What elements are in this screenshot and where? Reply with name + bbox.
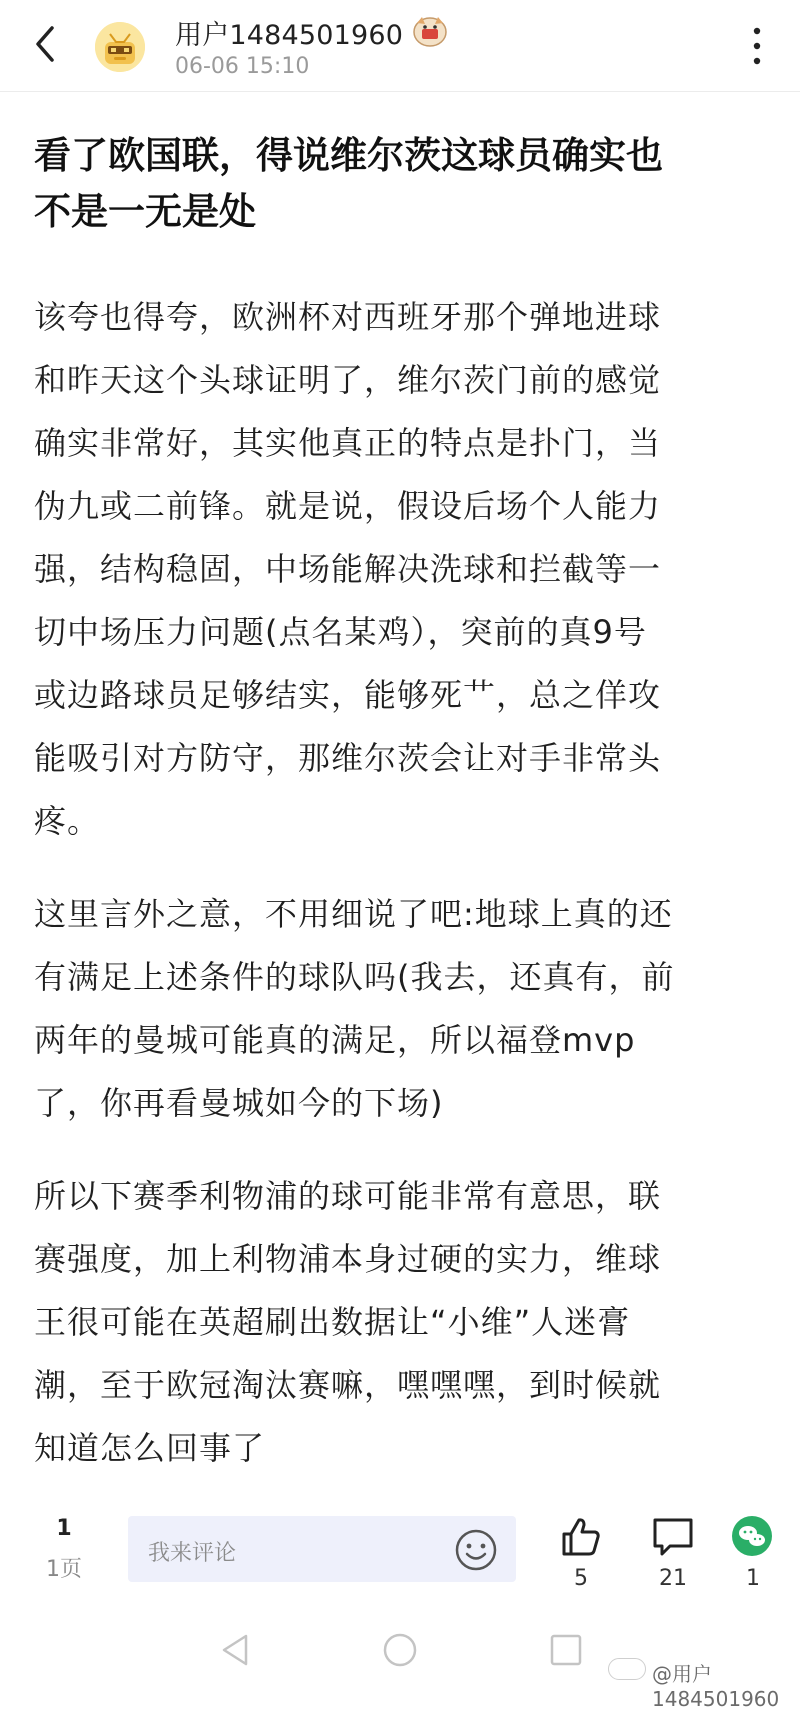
more-icon[interactable] [745,22,769,70]
nav-home-icon[interactable] [382,1632,418,1668]
text-line: 和昨天这个头球证明了，维尔茨门前的感觉 [34,361,662,399]
nav-recent-icon[interactable] [548,1632,584,1668]
thumbs-up-icon [558,1514,604,1560]
text-line: 切中场压力问题(点名某鸡），突前的真9号 [34,613,647,651]
post-title [34,128,774,240]
comment-input[interactable] [128,1516,516,1582]
post-paragraph-3 [34,1165,774,1480]
system-nav-bar [0,1610,800,1711]
user-badge-icon [411,13,449,49]
post-paragraph-1 [34,286,774,853]
post-paragraph-2 [34,883,774,1135]
comment-placeholder: 我来评论 [148,1541,237,1566]
text-line: 有满足上述条件的球队吗(我去，还真有，前 [34,958,675,996]
like-button[interactable] [546,1514,616,1596]
comment-icon [650,1514,696,1560]
back-icon[interactable] [26,20,66,68]
text-line: 这里言外之意，不用细说了吧:地球上真的还 [34,895,673,933]
top-bar [0,0,800,92]
text-line: 伪九或二前锋。就是说，假设后场个人能力 [34,487,662,525]
avatar[interactable] [95,22,145,72]
text-line: 赛强度，加上利物浦本身过硬的实力，维球 [34,1240,662,1278]
comment-button[interactable] [638,1514,708,1596]
username[interactable]: 用户1484501960 [175,20,404,51]
page-number[interactable]: 1 [56,1516,72,1541]
share-count: 1 [746,1566,760,1591]
emoji-icon[interactable] [452,1526,500,1574]
text-line: 疼。 [34,802,101,840]
wechat-share-button[interactable] [718,1514,788,1596]
post-time: 06-06 15:10 [175,54,310,79]
comment-count: 21 [659,1566,687,1591]
text-line: 王很可能在英超刷出数据让“小维”人迷膏 [34,1303,631,1341]
text-line: 能吸引对方防守，那维尔茨会让对手非常头 [34,739,662,777]
text-line: 该夸也得夸，欧洲杯对西班牙那个弹地进球 [34,298,662,336]
wechat-icon [730,1514,776,1560]
nav-back-icon[interactable] [218,1632,254,1668]
title-line: 看了欧国联，得说维尔茨这球员确实也 [34,134,663,177]
title-line: 不是一无是处 [34,190,256,233]
text-line: 强，结构稳固，中场能解决洗球和拦截等一 [34,550,662,588]
text-line: 确实非常好，其实他真正的特点是扑门，当 [34,424,662,462]
text-line: 潮，至于欧冠淘汰赛嘛，嘿嘿嘿，到时候就 [34,1366,662,1404]
text-line: 或边路球员足够结实，能够死艹，总之佯攻 [34,676,662,714]
weibo-logo-icon [608,1658,646,1680]
text-line: 了，你再看曼城如今的下场) [34,1084,444,1122]
text-line: 知道怎么回事了 [34,1429,266,1467]
watermark: @用户1484501960 [652,1662,780,1711]
text-line: 所以下赛季利物浦的球可能非常有意思，联 [34,1177,662,1215]
text-line: 两年的曼城可能真的满足，所以福登mvp [34,1021,636,1059]
like-count: 5 [574,1566,588,1591]
page-label[interactable]: 1页 [46,1557,82,1582]
bottom-action-bar [0,1500,800,1610]
